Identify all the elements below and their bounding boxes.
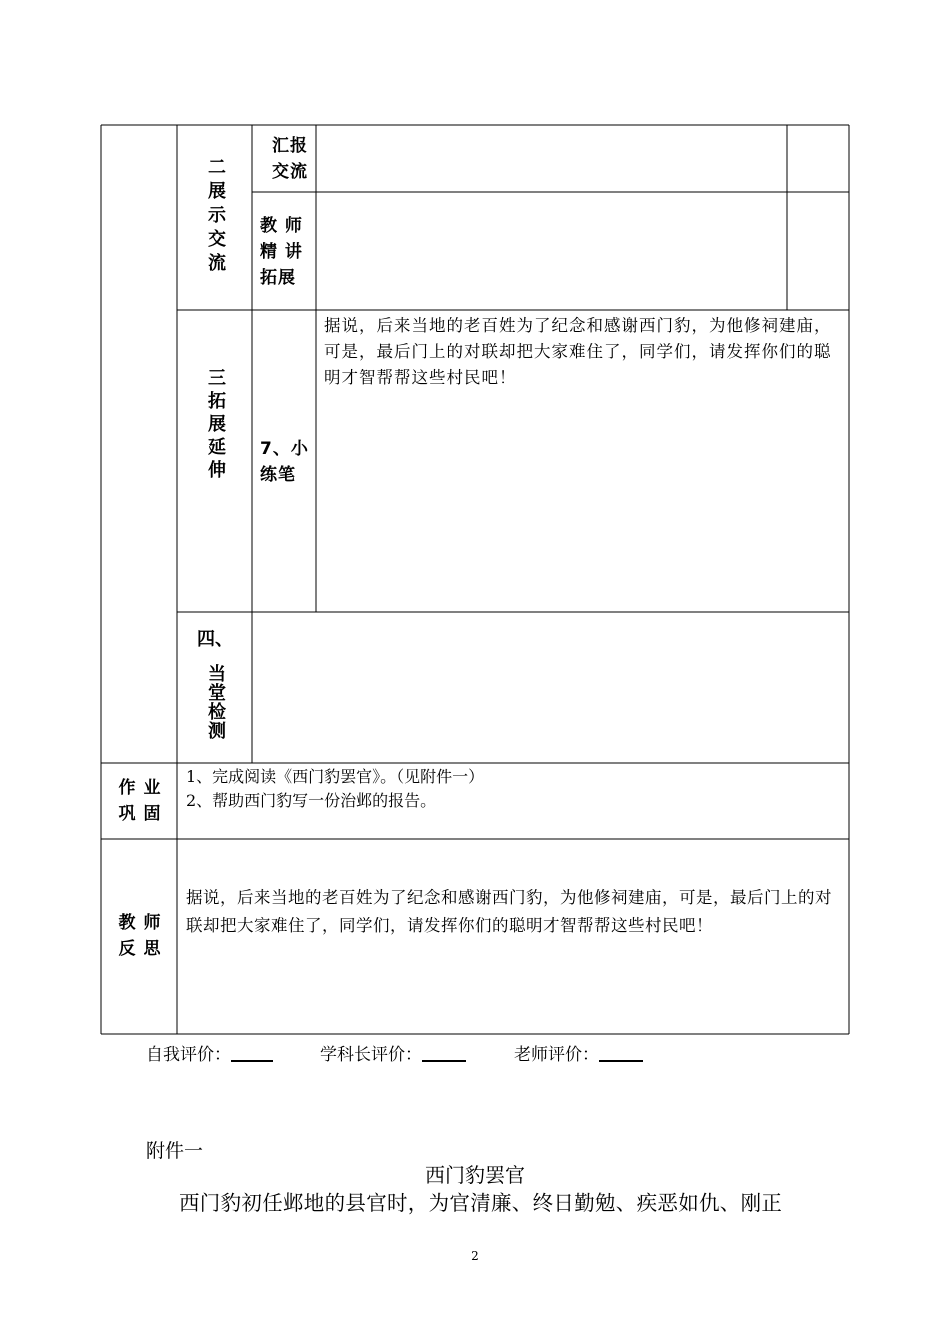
small-exercise-line1: 7、小 <box>260 439 309 459</box>
appendix-first-line: 西门豹初任邺地的县官时，为官清廉、终日勤勉、疾恶如仇、刚正 <box>179 1191 783 1215</box>
subject-leader-evaluation-label: 学科长评价： <box>320 1045 422 1065</box>
homework-label-line2: 巩 固 <box>118 804 162 824</box>
subject-leader-evaluation-blank[interactable] <box>422 1044 466 1062</box>
teacher-evaluation-blank[interactable] <box>599 1044 643 1062</box>
appendix-title: 西门豹罢官 <box>425 1163 525 1187</box>
reflection-text: 据说，后来当地的老百姓为了纪念和感谢西门豹，为他修祠建庙，可是，最后门上的对联却把大家难住了，同学们，请发挥你们的聪明才智帮帮这些村民吧！ <box>186 888 832 935</box>
section-four-line2: 当堂检测 <box>205 664 226 740</box>
homework-item-1: 1、完成阅读《西门豹罢官》。（见附件一） <box>186 767 485 786</box>
small-exercise-line2: 练笔 <box>260 465 296 485</box>
teacher-evaluation <box>514 1040 643 1065</box>
homework-label-line1: 作 业 <box>118 778 162 798</box>
teacher-lecture-line3: 拓展 <box>260 268 296 288</box>
homework-label <box>110 775 170 827</box>
section-three-label: 三拓展延伸 <box>205 367 226 483</box>
teacher-lecture-line1: 教 师 <box>260 216 303 236</box>
teacher-evaluation-label: 老师评价： <box>514 1045 599 1065</box>
teacher-lecture-line2: 精 讲 <box>260 242 303 262</box>
reflection-label-line2: 反 思 <box>118 939 162 959</box>
section-two-label: 二展示交流 <box>205 157 226 277</box>
report-exchange-label: 汇报交流 <box>272 136 308 182</box>
self-evaluation-blank[interactable] <box>231 1044 273 1062</box>
self-evaluation <box>146 1040 273 1065</box>
section-four-label <box>190 627 240 752</box>
subject-leader-evaluation <box>320 1040 466 1065</box>
appendix-heading: 附件一 <box>146 1140 204 1162</box>
page-number: 2 <box>471 1249 479 1263</box>
reflection-label-line1: 教 师 <box>118 913 162 933</box>
reflection-label <box>110 910 170 962</box>
small-exercise-text: 据说，后来当地的老百姓为了纪念和感谢西门豹，为他修祠建庙，可是，最后门上的对联却把大家难住了，同学们，请发挥你们的聪明才智帮帮这些村民吧！ <box>324 316 832 387</box>
teacher-lecture-label <box>260 213 312 291</box>
small-exercise-label <box>260 436 314 488</box>
homework-item-2: 2、帮助西门豹写一份治邺的报告。 <box>186 791 437 810</box>
section-four-line1: 四、 <box>197 629 233 650</box>
self-evaluation-label: 自我评价： <box>146 1045 231 1065</box>
